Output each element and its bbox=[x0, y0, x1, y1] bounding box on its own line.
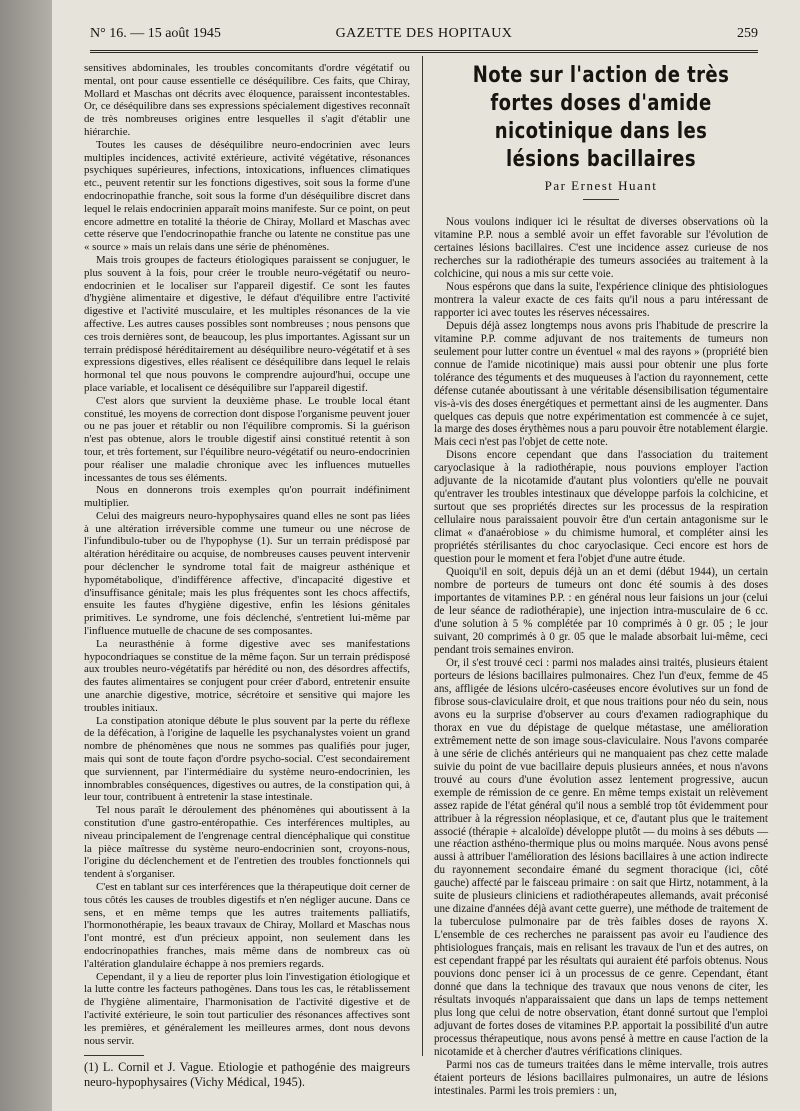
paragraph: Depuis déjà assez longtemps nous avons pris l'habitude de prescrire la vitamine P.P. comme adjuvant de nos traitements de tumeurs non seulement pour lutter contre un éventuel « mal des rayons » (propriété bien connue de l'amide nicotinique) mais aussi pour obtenir une plus forte tolérance des téguments et des muqueuses à l'action du rayonnement, cette défense cutanée aboutissant à une véritable désensibilisation tégumentaire vis-à-vis des doses énergétiques et permettant ainsi de les augmenter. Dans quelques cas depuis que notre expérimentation est commencée à ce sujet, la marge des doses érythèmes nous a paru pouvoir être notablement élargie. Mais ceci n'est pas l'objet de cette note. bbox=[434, 319, 768, 449]
article-author: Par Ernest Huant bbox=[544, 178, 658, 193]
paragraph: Disons encore cependant que dans l'association du traitement caryoclasique à la radiothérapie, nous pouvions employer l'action adjuvante de la nicotamide d'autant plus volontiers qu'elle ne pouvait qu'entraver les troubles intestinaux que développe parfois la colchicine, et surtout que ses propriétés directes sur les processus de la respiration cellulaire nous paraissaient pouvoir être d'un certain antagonisme sur le climat « d'anaérobiose » du chimisme humoral, et compléter ainsi les propriétés stérilisantes du choc caryoclasique. Ceci encore est hors de question pour le moment et fera l'objet d'une autre étude. bbox=[434, 449, 768, 566]
column-divider bbox=[422, 56, 423, 1056]
paragraph: Nous espérons que dans la suite, l'expérience clinique des phtisiologues montrera la valeur exacte de ces faits qu'il nous a paru intéressant de rapporter ici avec toutes les réserves nécessaires. bbox=[434, 280, 768, 319]
paragraph: Cependant, il y a lieu de reporter plus loin l'investigation étiologique et la lutte contre les facteurs pathogènes. Dans tous les cas, le rétablissement de l'hygiène alimentaire, l'harmonisation de l'activité digestive et de l'activité extérieure, le soin tout particulier des résonances affectives sont les premières, et généralement les meilleures armes, dont nous devons nous servir. bbox=[84, 970, 410, 1047]
footnote-separator bbox=[84, 1055, 144, 1056]
paragraph: C'est en tablant sur ces interférences que la thérapeutique doit cerner de tous côtés les causes de troubles digestifs et n'en négliger aucune. Dans ce sens, et en même temps que les autres traitements palliatifs, l'hormonothérapie, les beaux travaux de Chiray, Mollard et Maschas nous l'ont montré, est d'un précieux appoint, non seulement dans les endocrinopathies franches, mais même dans de nombreux cas où l'altération glandulaire échappe à nos premiers regards. bbox=[84, 881, 410, 970]
newspaper-page bbox=[52, 0, 800, 1111]
paragraph: C'est alors que survient la deuxième phase. Le trouble local étant constitué, les moyens de correction dont dispose l'organisme peuvent jouer ou ne pas jouer et rétablir ou non l'équilibre compromis. Si la guérison n'est pas obtenue, alors le trouble digestif ainsi constitué retentit à son tour, et très fortement, sur l'équilibre neuro-végétatif ou neuro-endocrinien pour réaliser une maladie chronique avec les influences mutuelles incessantes de tous ses éléments. bbox=[84, 394, 410, 484]
title-separator bbox=[583, 199, 619, 200]
paragraph: Tel nous paraît le déroulement des phénomènes qui aboutissent à la constitution d'une gastro-entéropathie. Ces interférences multiples, au niveau principalement de l'engrenage central diencéphalique qui constitue la pièce maîtresse du système neuro-endocrinien sont, croyons-nous, l'origine du déclenchement et de l'entretien des troubles fonctionnels qui tendent à s'organiser. bbox=[84, 804, 410, 881]
paragraph: La constipation atonique débute le plus souvent par la perte du réflexe de la défécation, à l'origine de laquelle les psychanalystes voient un grand nombre de phénomènes que nous ne sommes pas qualifiés pour juger, mais qui sont de toute façon d'ordre psycho-social. C'est secondairement que surviennent, par l'intermédiaire du système neuro-endocrinien, les innombrables conséquences, digestives ou autres, de la constipation qui, à leur tour, contribuent à entretenir la stase intestinale. bbox=[84, 714, 410, 804]
journal-title: GAZETTE DES HOPITAUX bbox=[335, 26, 513, 41]
footnote: (1) L. Cornil et J. Vague. Etiologie et pathogénie des maigreurs neuro-hypophysaires (Vichy Médical, 1945). bbox=[84, 1060, 410, 1089]
page-number: 259 bbox=[737, 26, 758, 41]
paragraph: Nous voulons indiquer ici le résultat de diverses observations où la vitamine P.P. nous a semblé avoir un effet favorable sur l'évolution de certaines lésions bacillaires. C'est une incidence assez curieuse de nos recherches sur la radiothérapie des tumeurs associées au traitement à la colchicine, qui nous a mis sur cette voie. bbox=[434, 215, 768, 280]
paragraph: Parmi nos cas de tumeurs traitées dans le même intervalle, trois autres étaient porteurs de lésions bacillaires pulmonaires, un autre de lésions intestinales. Parmi les trois premiers : un, bbox=[434, 1058, 768, 1097]
left-column bbox=[84, 62, 410, 1089]
paragraph: Celui des maigreurs neuro-hypophysaires quand elles ne sont pas liées à une altération irréversible comme une tumeur ou une nécrose de l'infundibulo-tuber ou de l'hypophyse (1). Sur un terrain prédisposé par altération héréditaire ou acquise, de nombreuses causes peuvent intervenir pour déclencher le syndrome total fait de maigreur asthénique et hypométabolique, d'indifférence affective, d'incapacité digestive et d'insuffisance génitale; mais les plus fréquentes sont les chocs affectifs, ensuite les fautes d'hygiène digestive, enfin les lésions génitales primitives. Le syndrome, une fois déclenché, s'entretient lui-même par l'influence mutuelle de chacune de ses composantes. bbox=[84, 509, 410, 638]
paragraph: Toutes les causes de déséquilibre neuro-endocrinien avec leurs multiples incidences, activité extérieure, activité végétative, résonances psychiques supérieures, infections, intoxications, influences climatiques etc., peuvent retentir sur les fonctions digestives, soit sous la forme d'une endocrinopathie franche, soit sous la forme d'un déséquilibre discret dans lequel le relais endocrinien apparaît moins manifeste. Sur ce point, on peut encore admettre en totalité la théorie de Chiray, Mollard et Maschas avec cette réserve que l'endocrinopathie franche ou latente ne constitue pas une « source » mais un relais dans une série de phénomènes. bbox=[84, 138, 410, 254]
paragraph: Mais trois groupes de facteurs étiologiques paraissent se conjuguer, le plus souvent à la fois, pour créer le trouble neuro-végétatif ou neuro-endocrinien et le localiser sur l'appareil digestif. Ce sont les fautes d'hygiène alimentaire et digestive, le défaut d'équilibre entre l'activité digestive et l'activité musculaire, et les multiples résonances de la vie affective. Les autres causes possibles sont nombreuses ; nous pensons que ces trois dernières sont, de beaucoup, les plus importantes. Agissant sur un terrain prédisposé héréditairement au déséquilibre neuro-végétatif et à ses expressions digestives, elles réalisent ce déséquilibre dans lequel le relais hormonal tel que nous pouvons le comprendre aujourd'hui, occupe une place variable, et localisent ce déséquilibre sur l'appareil digestif. bbox=[84, 253, 410, 394]
paragraph: Quoiqu'il en soit, depuis déjà un an et demi (début 1944), un certain nombre de porteurs de tumeurs ont donc été soumis à des doses importantes de vitamines P.P. : en général nous leur faisions un jour (celui de leur séance de radiothérapie), une injection intra-musculaire de 6 cc. d'une solution à 5 % complétée par 10 comprimés à 0 gr. 05 ; le jour suivant, 20 comprimés à 0 gr. 05 que le malade absorbait lui-même, ceci pendant trois semaines environ. bbox=[434, 566, 768, 656]
article-title: Note sur l'action de très fortes doses d'amide nicotinique dans les lésions bacillaires bbox=[472, 63, 730, 172]
page-header bbox=[90, 20, 758, 53]
paragraph: Nous en donnerons trois exemples qu'on pourrait indéfiniment multiplier. bbox=[84, 484, 410, 510]
paragraph: sensitives abdominales, les troubles concomitants d'ordre végétatif ou mental, ont pour cause essentielle ce déséquilibre. Ces faits, que Chiray, Mollard et Maschas ont décrits avec éloquence, paraissent incontestables. Or, ce déséquilibre dans ses expressions spécialement digestives reconnaît de très nombreuses origines entre lesquelles il s'agit d'établir une hiérarchie. bbox=[84, 62, 410, 138]
paragraph: Or, il s'est trouvé ceci : parmi nos malades ainsi traités, plusieurs étaient porteurs de lésions bacillaires pulmonaires. Chez l'un d'eux, femme de 45 ans, affligée de lésions ulcéro-caséeuses encore évolutives sur un fond de fibrose sous-claviculaire droit, et que nous traitions pour néo du sein, nous avons eu la surprise d'observer au cours d'examen radiographique du thorax en vue du dépistage de quelque métastase, une amélioration extrêmement nette de son image sous-claviculaire. Nous l'avons comparée à une série de clichés antérieurs qui ne manquaient pas chez cette malade suivie du point de vue bacillaire depuis plusieurs années, et nous n'avons trouvé au cours d'une évolution assez lentement progressive, aucun exemple de rémission de ce genre. En même temps existait un relèvement assez rapide de l'état général qu'il nous a semblé trop tôt évidemment pour attribuer à la régression néoplasique, et ce, d'autant plus que le traitement associé (thérapie + alcaloïde) développe plutôt — du moins à ses débuts — une réaction asthéno-thermique plus ou moins marquée. Nous avons pensé aussi à attribuer l'amélioration des lésions bacillaires à une action indirecte du rayonnement secondaire émané du segment thoracique (ici, côté gauche) affecté par le faisceau primaire : on sait que Hirtz, notamment, à la suite de plusieurs cliniciens et radiothérapeutes allemands, avait préconisé une dizaine d'années déjà avant cette guerre), une méthode de traitement de la tuberculose pulmonaire par de très faibles doses de rayons X. L'ensemble de ces recherches ne paraissent pas avoir eu l'audience des phtisiologues français, mais en relisant les travaux de l'un et des autres, on est cependant frappé par les résultats qui auraient été parfois obtenus. Nous pouvions donc penser ici à un processus de ce genre. Cependant, étant donné que dans la technique des travaux que nous venons de citer, les résultats invoqués n'apparaissaient que dans un laps de temps nettement plus long que celui de notre observation, étant donné surtout que l'emploi adjuvant de fortes doses de vitamines P.P. apportait la possibilité d'un autre processus thérapeutique, nous avons pensé à mettre en cause l'action de la nicotamide et à chercher d'autres vérifications cliniques. bbox=[434, 656, 768, 1058]
page-gutter-shadow bbox=[0, 0, 52, 1111]
issue-number-date: N° 16. — 15 août 1945 bbox=[90, 26, 221, 41]
paragraph: La neurasthénie à forme digestive avec ses manifestations hypocondriaques se constitue de la même façon. Sur un terrain prédisposé aux troubles neuro-végétatifs par hérédité ou non, des désordres affectifs, des fautes alimentaires se conjugent pour créer d'abord, entretenir ensuite une anarchie digestive, motrice, sécrétoire et sensitive qui majore les troubles initiaux. bbox=[84, 637, 410, 714]
right-column bbox=[434, 62, 768, 1098]
